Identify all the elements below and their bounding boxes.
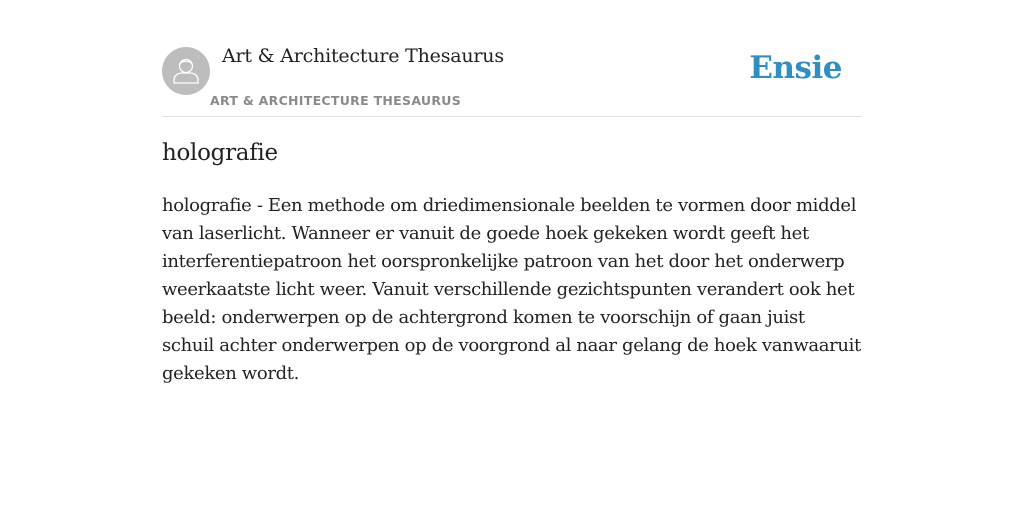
brand-logo[interactable]: Ensie <box>749 50 842 86</box>
author-name-link[interactable]: Art & Architecture Thesaurus <box>222 45 504 67</box>
source-label[interactable]: ART & ARCHITECTURE THESAURUS <box>210 93 462 108</box>
author-header <box>162 0 862 117</box>
page-container <box>162 0 862 512</box>
definition-text: holografie - Een methode om driedimensionale beelden te vormen door middel van laserlicht. Wanneer er vanuit de goede hoek gekeken wordt geeft het interferentiepatroon het oorspronkelijke patroon van het door het onderwerp weerkaatste licht weer. Vanuit verschillende gezichtspunten verandert ook het beeld: onderwerpen op de achtergrond komen te voorschijn of gaan juist schuil achter onderwerpen op de voorgrond al naar gelang de hoek vanwaaruit gekeken wordt. <box>162 195 861 384</box>
user-silhouette-icon <box>162 47 210 95</box>
avatar[interactable] <box>162 47 210 95</box>
page-title: holografie <box>162 140 278 166</box>
